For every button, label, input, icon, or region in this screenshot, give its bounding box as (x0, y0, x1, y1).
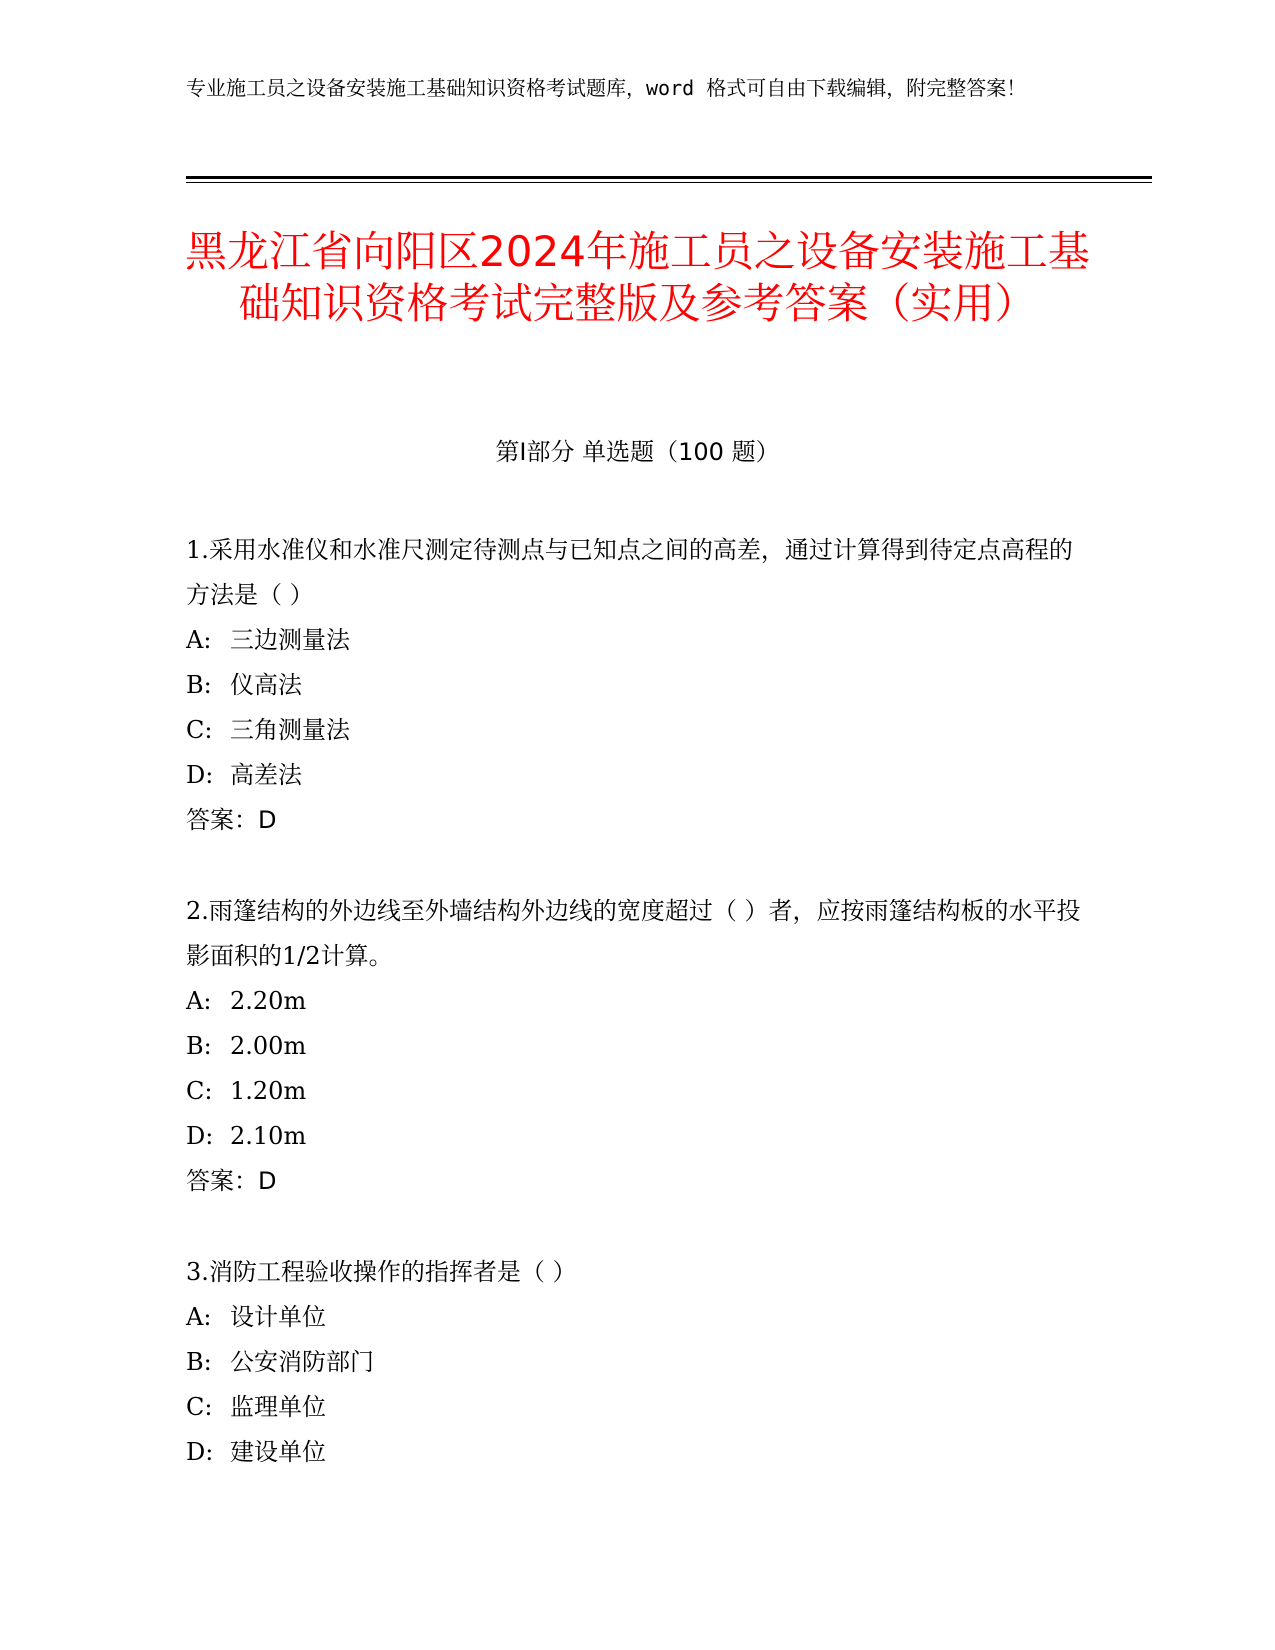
option-letter: D: (186, 1438, 214, 1466)
option-text: 1.20m (230, 1077, 307, 1105)
option-text: 三边测量法 (230, 626, 350, 654)
question-list (186, 528, 1086, 1521)
question-1 (186, 528, 1086, 843)
option-d (186, 1430, 1086, 1475)
question-text: 3.消防工程验收操作的指挥者是（ ） (186, 1258, 577, 1286)
option-letter: C: (186, 1393, 213, 1421)
option-letter: D: (186, 761, 214, 789)
option-letter: C: (186, 1077, 213, 1105)
option-text: 建设单位 (230, 1438, 326, 1466)
document-title: 黑龙江省向阳区2024年施工员之设备安装施工基础知识资格考试完整版及参考答案（实用） (185, 227, 1090, 328)
option-letter: A: (186, 987, 212, 1015)
option-c (186, 1385, 1086, 1430)
option-letter: D: (186, 1122, 214, 1150)
answer: 答案：D (186, 806, 277, 834)
option-text: 高差法 (230, 761, 302, 789)
question-2 (186, 889, 1086, 1204)
header-rule-thick (186, 176, 1152, 179)
option-c (186, 1069, 1086, 1114)
option-b (186, 1024, 1086, 1069)
option-c (186, 708, 1086, 753)
header-rule-thin (186, 182, 1152, 183)
option-a (186, 618, 1086, 663)
option-a (186, 979, 1086, 1024)
answer: 答案：D (186, 1167, 277, 1195)
option-letter: A: (186, 1303, 212, 1331)
option-text: 公安消防部门 (230, 1348, 374, 1376)
option-text: 监理单位 (230, 1393, 326, 1421)
option-letter: B: (186, 1032, 212, 1060)
option-text: 2.10m (230, 1122, 307, 1150)
option-b (186, 1340, 1086, 1385)
option-text: 仪高法 (230, 671, 302, 699)
option-text: 三角测量法 (230, 716, 350, 744)
option-letter: B: (186, 671, 212, 699)
option-letter: C: (186, 716, 213, 744)
option-text: 2.00m (230, 1032, 307, 1060)
option-a (186, 1295, 1086, 1340)
question-text: 2.雨篷结构的外边线至外墙结构外边线的宽度超过（ ）者，应按雨篷结构板的水平投影面积的1/2计算。 (186, 897, 1081, 970)
section-title: 第Ⅰ部分 单选题（100 题） (495, 438, 780, 466)
header-note: 专业施工员之设备安装施工基础知识资格考试题库，word 格式可自由下载编辑，附完整答案！ (186, 76, 1027, 100)
option-d (186, 1114, 1086, 1159)
question-text: 1.采用水准仪和水准尺测定待测点与已知点之间的高差，通过计算得到待定点高程的方法是（ ） (186, 536, 1073, 609)
option-letter: B: (186, 1348, 212, 1376)
option-text: 2.20m (230, 987, 307, 1015)
question-3 (186, 1250, 1086, 1475)
option-text: 设计单位 (230, 1303, 326, 1331)
option-b (186, 663, 1086, 708)
option-letter: A: (186, 626, 212, 654)
option-d (186, 753, 1086, 798)
